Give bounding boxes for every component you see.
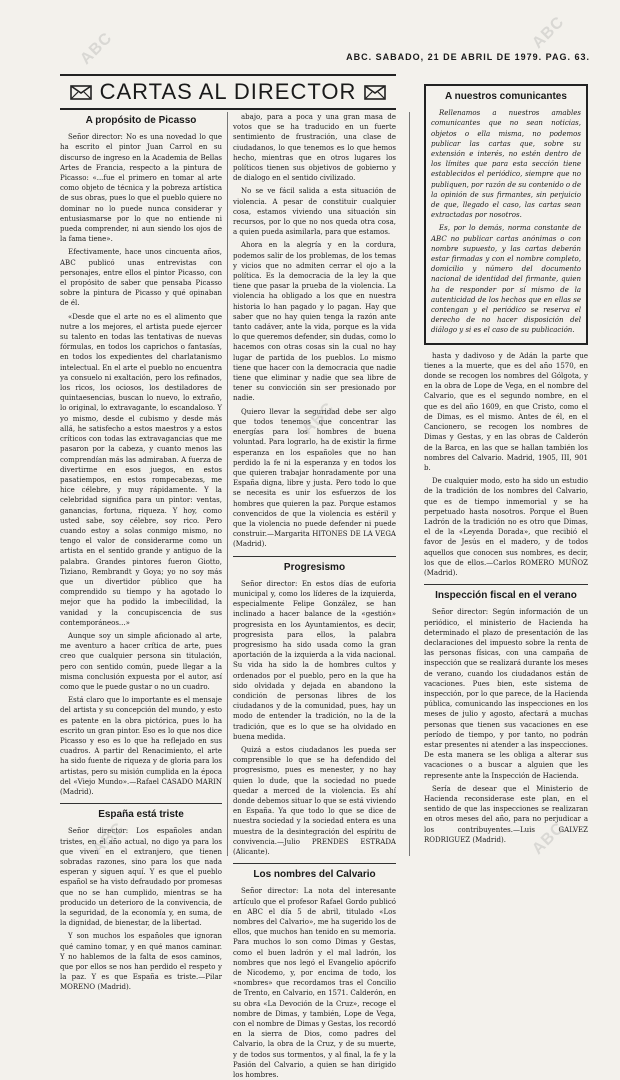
watermark: ABC — [89, 819, 128, 858]
column-divider — [409, 112, 410, 856]
paragraph: Ahora en la alegría y en la cordura, podemos salir de los problemas, de los temas y vicios que no admiten cerrar el ojo a la política. Es la democracia de la ley la que tiene que pasar la prueba de la violencia. La violencia ha obligado a los que en nuestra historia lo han pagado y lo pagan. Hay que saber que no hay quien tenga la razón ante tanto cadáver, ante la vida, porque es la vida lo que queremos defender, sin dudas, como lo hacemos con otras cosas sin la cual no hay lugar de partida de los pueblos. Lo mismo tiene que hacer con la democracia que nadie tiene que eliminar y nadie que sea libre de tener su convicción sin ser presionado por nadie. — [233, 241, 396, 403]
paragraph: Señor director: Los españoles andan tristes, en el año actual, no digo ya para los que viven en el extranjero, que tienen sobradas razones, sino para los que nada esperan y siguen aquí. Y es que el pueblo español se ha visto defraudado por promesas que no se han cumplido, mientras se ha producido un deterioro de la convivencia, de la seguridad, de la economía y, en suma, de la dignidad, de bienestar, de la libertad. — [60, 827, 222, 928]
paragraph: hasta y dadivoso y de Adán la parte que tienes a la muerte, que es del año 1570, en donde se recogen los nombres del Gólgota, y en la obra de Lope de Vega, en el nombre del Calvario, que es el segundo nombre, en el que es del año 1609, en que Cristo, como el de Dimas, es el mismo. Antes de él, en el Cancionero, se recogen los nombres de Dimas y Gestas, y en las obras de Calderón de la Barca, en las que se hallan también los nombres del Calvario. Madrid, 1905, III, 901 b. — [424, 351, 588, 472]
divider — [424, 584, 588, 585]
paragraph: Es, por lo demás, norma constante de ABC no publicar cartas anónimas o con nombre supuesto, y las cartas deberán estar firmadas y con el nombre completo, domicilio y número del documento nacional de identidad del firmante, quien ha de responder por sí mismo de la autenticidad de los hechos que en ellas se contengan y el periódico se reserva el derecho de no hacer disposición del diálogo y si es el caso de su publicación. — [431, 224, 581, 335]
article-title-comunicantes: A nuestros comunicantes — [445, 91, 567, 102]
column-divider — [227, 112, 228, 856]
paragraph: Aunque soy un simple aficionado al arte, me aventuro a hacer crítica de arte, pues creo que cualquier persona sin titulación, pero con sentido común, puede llegar a la misma conclusión expuesta por el autor, así como que le puede gustar o no un cuadro. — [60, 631, 222, 691]
paragraph: Sería de desear que el Ministerio de Hacienda reconsiderase este plan, en el sentido de que las inspecciones se realizaran en otros meses del año, para no perjudicar a los contribuyentes.—Luis GALVEZ RODRIGUEZ (Madrid). — [424, 784, 588, 844]
section-title — [60, 74, 396, 110]
article-title-calvario: Los nombres del Calvario — [253, 869, 376, 881]
paragraph: Y son muchos los españoles que ignoran qué camino tomar, y en qué manos caminar. Y no hablemos de la falta de esos caminos, que por ellos se nos han perdido el respeto y la paz. Y es que España es triste.—Pilar MORENO (Madrid). — [60, 932, 222, 992]
notice-box — [424, 84, 588, 345]
divider — [60, 803, 222, 804]
paragraph: Señor director: Según información de un periódico, el ministerio de Hacienda ha determinado el plazo de presentación de las declaraciones del impuesto sobre la renta de las personas físicas, con una campaña de inspección que se realizará durante los meses de verano, cuando los ciudadanos están de vacaciones. Pues bien, este sistema de inspección, por lo que parece, de la Hacienda pública, comunicando las inspecciones en los meses de julio y agosto, afectará a muchas personas que tienen sus vacaciones en ese período de tiempo, y por tanto, no podrán estar presentes ni atender a las inspecciones. De esta manera se les obliga a alterar sus vacaciones o a buscar a alguien que les represente ante la Inspección de Hacienda. — [424, 608, 588, 780]
paragraph: No se ve fácil salida a esta situación de violencia. A pesar de constituir cualquier cosa, estamos viviendo una situación sin recursos, por lo que no nos queda otra cosa, a quien pueda asimilarla, para que estamos. — [233, 187, 396, 237]
watermark: ABC — [299, 399, 338, 438]
paragraph: Efectivamente, hace unos cincuenta años, ABC publicó unas entrevistas con personajes, entre ellos el pintor Picasso, con el propósito de saber que pensaba Picasso sobre la pintura de Picasso y qué opinaban de él. — [60, 248, 222, 308]
article-title-inspeccion: Inspección fiscal en el verano — [435, 590, 577, 602]
divider — [233, 556, 396, 557]
paragraph: Señor director: La nota del interesante artículo que el profesor Rafael Gordo publicó en ABC el día 5 de abril, titulado «Los nombres del Calvario», me ha sugerido los de ellos, que muchos han tenido en su memoria. Para muchos lo son como Dimas y Gestas, como el buen ladrón y el mal ladrón, los nombres que nos legó el Evangelio apócrifo de Nicodemo, y, por encima de todo, los «nombres» que recordamos tras el Concilio de Trento, en Calvario, en 1571. Calderón, en su obra «La Devoción de la Cruz», recoge el nombre de Dimas, y también, Lope de Vega, con el nombre de Dimas y Gestas, los recordó en la sierra de Dios, como padres del Calvario, la obra de la Cruz, y de su muerte, y de todos sus tormentos, y al final, la fe y la Pasión del Calvario, a quien se han dirigido los hombres. — [233, 887, 396, 1080]
article-title-picasso: A propósito de Picasso — [85, 115, 197, 126]
paragraph: Rellenamos a nuestros amables comunicantes que no sean noticias, objetos o ella misma, no podemos publicar las cartas que, sobre su extensión e interés, no estén dentro de los límites que para esta sección tiene establecidos el periódico, siempre que no publiquen, por razón de su contenido o de la opinión de sus firmantes, sin perjuicio de que, llegado el caso, las cartas sean extractadas por nosotros. — [431, 109, 581, 220]
article-title-espana: España está triste — [98, 809, 184, 821]
paragraph: Señor director: No es una novedad lo que ha escrito el pintor Juan Carrol en su discurso de ingreso en la Academia de Bellas Artes de Francia, respecto a la pintura de Picasso: «...fue el primero en tomar al arte como objeto de técnica y la pobreza artística de sus obras, pues lo que el pueblo quiere no dominar no lo puede nunca considerar y entusiasmarse por lo que no entiende ni pueda comprender, ni aun siendo los ojos de la fama tiene». — [60, 133, 222, 244]
watermark: ABC — [529, 819, 568, 858]
paragraph: Está claro que lo importante es el mensaje del artista y su concepción del mundo, y esto es patente en la obra pictórica, pues lo ha escrito un gran pintor. Eso es lo que nos dice Picasso y eso es lo que ha reflejado en sus cuadros. A partir del Renacimiento, el arte ha sido fuente de riqueza y de gloria para los artistas, pero su misión cumplida en la época del «Viejo Mundo».—Rafael CASADO MARIN (Madrid). — [60, 696, 222, 796]
paragraph: De cualquier modo, esto ha sido un estudio de la tradición de los nombres del Calvario, que es de tiempo inmemorial y se ha perpetuado hasta nosotros. Porque el Buen Ladrón de la tradición no es otro que Dimas, el de la «Leyenda Dorada», que recibió el favor de Jesús en el madero, y de todos aquellos que conocen sus nombres, es decir, los que de ellos.—Carlos ROMERO MUÑOZ (Madrid). — [424, 477, 588, 577]
divider — [233, 863, 396, 864]
column-2 — [233, 112, 396, 1080]
paragraph: Quiero llevar la seguridad debe ser algo que todos tenemos que concentrar las energías para los hombres de buena voluntad. Para lograrlo, ha de existir la firme esperanza en los españoles que no han perdido la fe ni la esperanza y en todos los que quieren trabajar honradamente por una España digna, libre y justa. Pero todo lo que se necesita es unir los esfuerzos de los hombres que quieren la paz. Porque estamos convencidos de que la violencia es estéril y que la violencia no puede defender ni puede construir.—Margarita HITONES DE LA VEGA (Madrid). — [233, 407, 396, 549]
paragraph: Quizá a estos ciudadanos les pueda ser comprensible lo que se ha defendido del progresismo, pues es menester, y no hay quien lo dude, que la sociedad no puede quedar a merced de la violencia. Es ahí donde debemos situar lo que se está viviendo en España. Ya que todo lo que se dice de nuestra sociedad y la sociedad entera es una muestra de la desintegración del espíritu de convivencia.—Julio PRENDES ESTRADA (Alicante). — [233, 745, 396, 857]
paragraph: abajo, para a poca y una gran masa de votos que se ha traducido en un fuerte sentimiento de frustración, una clase de ciudadanos, lo que tenemos es lo que hemos hecho, mientras que en otros lugares los políticos tienen sus objetivos de gobierno y de dialogo en el sentido civilizado. — [233, 113, 396, 183]
envelope-icon — [364, 85, 386, 100]
paragraph: Señor director: En estos días de euforia municipal y, como los líderes de la izquierda, especialmente Felipe González, se han inclinado a hacer balance de la «gestión» progresista en los Ayuntamientos, es decir, progresista para ellos, la palabra progresismo ha sido usada como la gran aportación de la izquierda a la vida nacional. Su vida ha sido la de hombres cultos y ordenados por el pueblo, pero en la que ha sido olvidada y dejada en abandono la condición de personas libres de los ciudadanos y de la comunidad, pues, hay un modo de entender la tradición, no la de la tradición, que es lo que se ha olvidado en buena medida. — [233, 579, 396, 741]
section-title-text: CARTAS AL DIRECTOR — [99, 79, 357, 104]
paragraph: «Desde que el arte no es el alimento que nutre a los mejores, el artista puede ejercer su talento en todas las tentativas de nuevas fórmulas, en todos los caprichos o fantasías, en todos los expedientes del charlatanismo intelectual. En el arte el pueblo no encuentra ya consuelo ni exaltación, pero los refinados, los ricos, los ociosos, los destiladores de quintaesencias, buscan lo nuevo, lo extraño, lo original, lo extravagante, lo escandaloso. Y yo mismo, desde el cubismo y desde más allá, he satisfecho a estos maestros y a estos críticos con todas las extravagancias que me pasaron por la cabeza, y cuanto menos las comprendían más las admiraban. A fuerza de divertirme en esos juegos, en estos pasatiempos, en estos rompecabezas, me hice célebre, y muy rápidamente. Y la celebridad significa para un pintor: ventas, ganancias, fortuna, riqueza. Y hoy, como usted sabe, soy célebre, soy rico. Pero cuando estoy a solas conmigo mismo, no tengo el valor de considerarme como un artista en el sentido grande y antiguo de la palabra. Grandes pintores fueron Giotto, Tiziano, Rembrandt y Goya; yo no soy más que un divertidor público que ha comprendido su tiempo y ha agotado lo mejor que ha podido la imbecilidad, la vanidad y la concupiscencia de sus contemporáneos...» — [60, 312, 222, 627]
watermark: ABC — [529, 13, 568, 52]
article-title-progresismo: Progresismo — [283, 561, 346, 573]
column-3 — [424, 84, 588, 856]
watermark: ABC — [77, 29, 116, 68]
column-1 — [60, 112, 222, 992]
running-head: ABC. SABADO, 21 DE ABRIL DE 1979. PAG. 63. — [346, 52, 590, 62]
envelope-icon — [70, 85, 92, 100]
